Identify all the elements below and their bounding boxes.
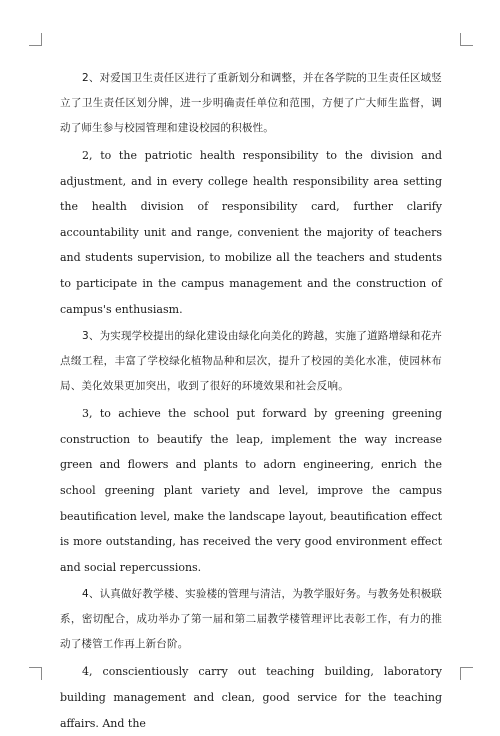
paragraph-4-english: 4, conscientiously carry out teaching building, laboratory building management and clean, good service for the teaching affairs. And the <box>60 665 442 730</box>
paragraph-2-chinese: 2、对爱国卫生责任区进行了重新划分和调整，并在各学院的卫生责任区域竖立了卫生责任区划分牌，进一步明确责任单位和范围，方便了广大师生监督，调动了师生参与校园管理和建设校园的积极性。 <box>60 72 442 134</box>
crop-mark-bottom-right <box>460 667 473 680</box>
paragraph-2-english: 2, to the patriotic health responsibility to the division and adjustment, and in every college health responsibility area setting the health division of responsibility card, further clarify accountability unit and range, convenient the majority of teachers and students supervision, to mobilize all the teachers and students to participate in the campus management and the construction of campus's enthusiasm. <box>60 149 442 316</box>
crop-mark-top-left <box>29 33 42 46</box>
document-body <box>60 66 442 736</box>
paragraph-4-chinese: 4、认真做好教学楼、实验楼的管理与清洁，为教学服好务。与教务处积极联系，密切配合，成功举办了第一届和第二届教学楼管理评比表彰工作，有力的推动了楼管工作再上新台阶。 <box>60 588 442 651</box>
paragraph-3-english: 3, to achieve the school put forward by greening greening construction to beautify the leap, implement the way increase green and flowers and plants to adorn engineering, enrich the school greening plant variety and level, improve the campus beautification level, make the landscape layout, beautification effect is more outstanding, has received the very good environment effect and social repercussions. <box>60 407 442 574</box>
crop-mark-top-right <box>460 33 473 46</box>
paragraph-3-chinese: 3、为实现学校提出的绿化建设由绿化向美化的跨越，实施了道路增绿和花卉点缀工程，丰富了学校绿化植物品种和层次，提升了校园的美化水准，使园林布局、美化效果更加突出，收到了很好的环境效果和社会反响。 <box>60 330 442 393</box>
crop-mark-bottom-left <box>29 667 42 680</box>
